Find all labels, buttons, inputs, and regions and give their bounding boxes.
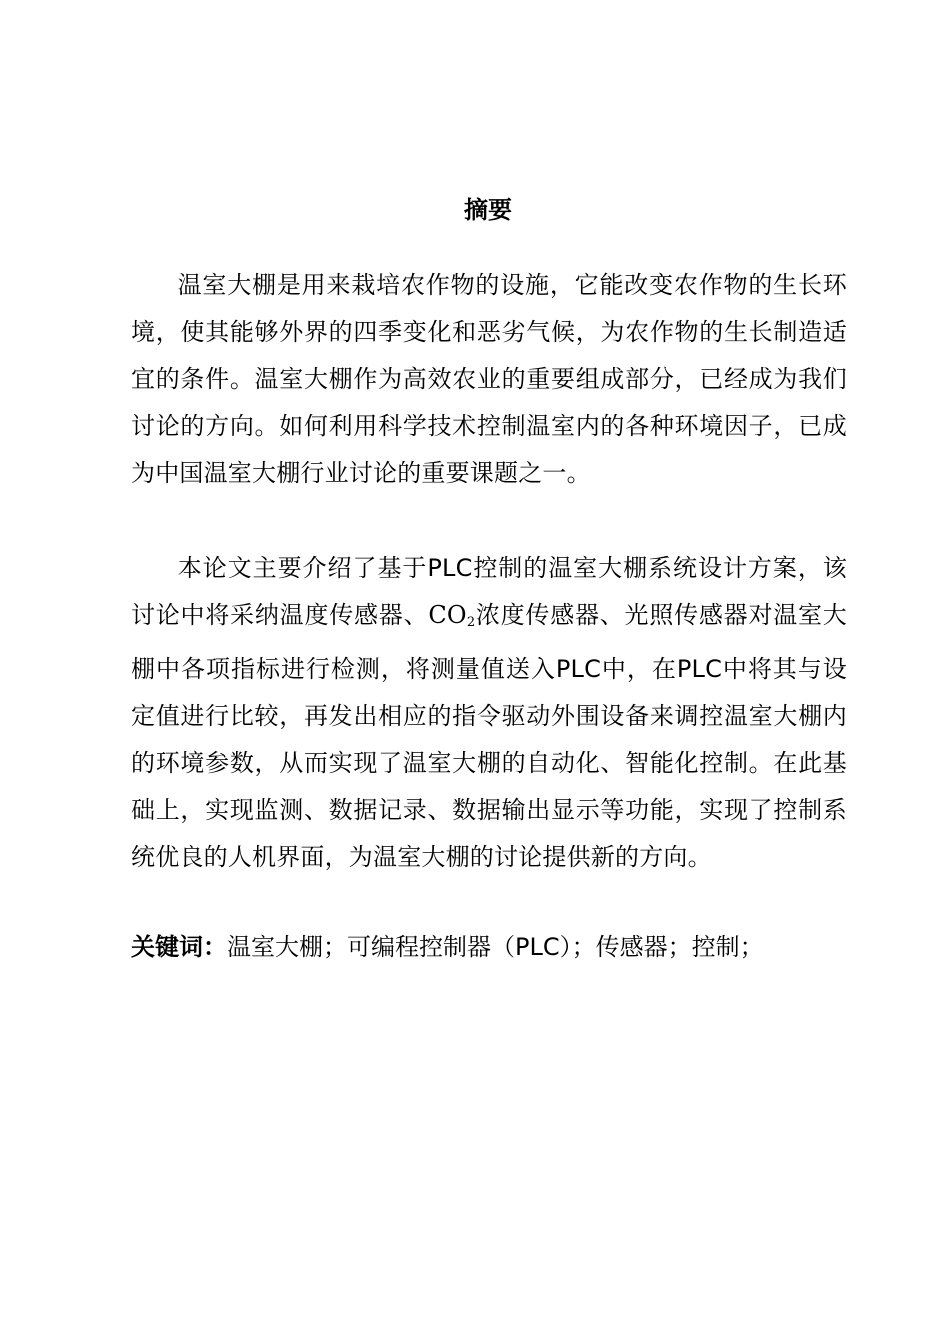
- keywords-label: 关键词：: [131, 933, 227, 961]
- keywords-value: 温室大棚；可编程控制器（PLC）；传感器；控制；: [227, 933, 764, 961]
- abstract-paragraph-1: [131, 262, 847, 497]
- abstract-paragraph-2-part2: 浓度传感器、光照传感器对温室大棚中各项指标进行检测，将测量值送入PLC中，在PLC中将其与设定值进行比较，再发出相应的指令驱动外围设备来调控温室大棚内的环境参数，从而实现了温室大棚的自动化、智能化控制。在此基础上，实现监测、数据记录、数据输出显示等功能，实现了控制系统优良的人机界面，为温室大棚的讨论提供新的方向。: [131, 601, 847, 871]
- page-title: 摘要: [464, 196, 512, 224]
- co2-subscript: 2: [466, 615, 476, 630]
- abstract-paragraph-2-part1: 本论文主要介绍了基于PLC控制的温室大棚系统设计方案，该讨论中将采纳温度传感器、: [131, 554, 847, 629]
- co2-co: CO: [428, 601, 467, 629]
- abstract-paragraph-2: [131, 545, 847, 881]
- abstract-paragraph-1-text: 温室大棚是用来栽培农作物的设施，它能改变农作物的生长环境，使其能够外界的四季变化和恶劣气候，为农作物的生长制造适宜的条件。温室大棚作为高效农业的重要组成部分，已经成为我们讨论的方向。如何利用科学技术控制温室内的各种环境因子，已成为中国温室大棚行业讨论的重要课题之一。: [131, 271, 847, 487]
- co2-formula: [428, 601, 475, 629]
- keywords-line: [131, 924, 891, 971]
